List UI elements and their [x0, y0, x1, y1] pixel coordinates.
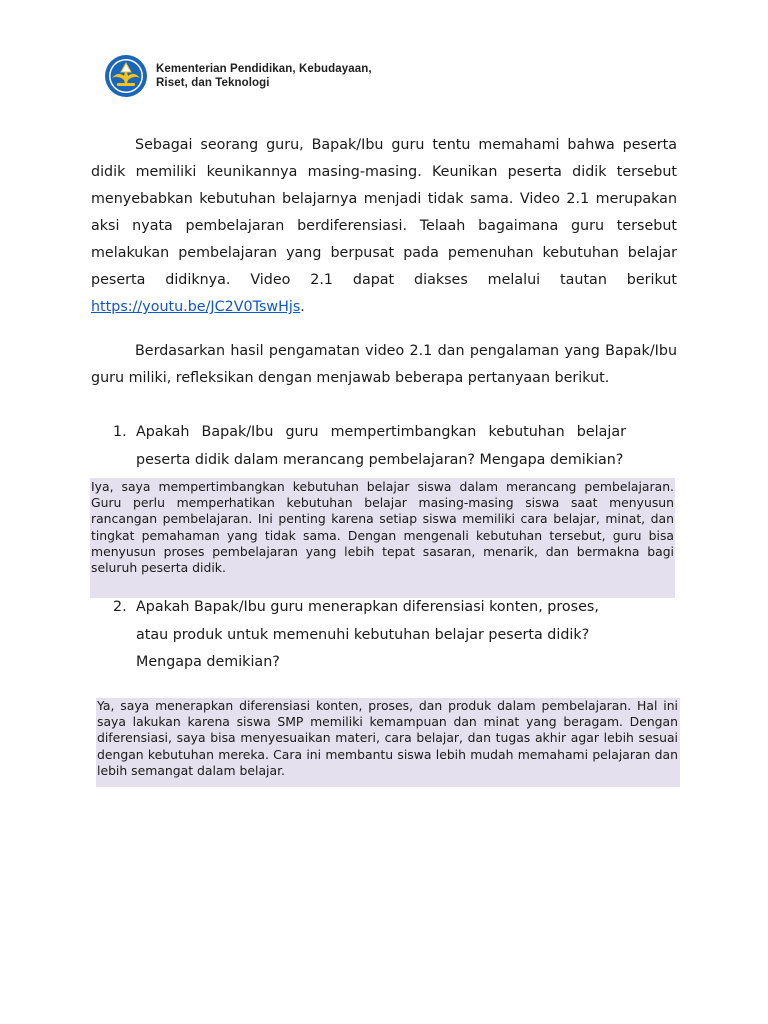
link-suffix: . [300, 299, 305, 315]
answer-text: Iya, saya mempertimbangkan kebutuhan belajar siswa dalam merancang pembelajaran. Guru perlu memperhatikan kebutuhan belajar masing-masing siswa saat menyusun rancangan pembelajaran. Ini penting karena setiap siswa memiliki cara belajar, minat, dan tingkat pemahaman yang tidak sama. Dengan mengenali kebutuhan tersebut, guru bisa menyusun proses pembelajaran yang lebih tepat sasaran, menarik, dan bermakna bagi seluruh peserta didik. [91, 479, 674, 576]
ministry-header [104, 54, 372, 98]
ministry-name-line1: Kementerian Pendidikan, Kebudayaan, [156, 63, 372, 75]
intro-paragraph [91, 132, 677, 321]
video-link[interactable]: https://youtu.be/JC2V0TswHjs [91, 299, 301, 315]
question-text [136, 594, 678, 677]
intro-paragraph-text: Sebagai seorang guru, Bapak/Ibu guru tentu memahami bahwa peserta didik memiliki keunikannya masing-masing. Keunikan peserta didik tersebut menyebabkan kebutuhan belajarnya menjadi tidak sama. Video 2.1 merupakan aksi nyata pembelajaran berdiferensiasi. Telaah bagaimana guru tersebut melakukan pembelajaran yang berpusat pada pemenuhan kebutuhan belajar peserta didiknya. Video 2.1 dapat diakses melalui tautan berikut [91, 137, 677, 288]
question-number: 2. [113, 599, 127, 615]
answer-1-box[interactable] [90, 478, 675, 598]
question-text-line: Apakah Bapak/Ibu guru menerapkan diferensiasi konten, proses, [136, 599, 599, 615]
ministry-name-line2: Riset, dan Teknologi [156, 77, 270, 89]
tut-wuri-handayani-logo-icon [104, 54, 148, 98]
reflection-paragraph [91, 338, 677, 392]
reflection-paragraph-text: Berdasarkan hasil pengamatan video 2.1 dan pengalaman yang Bapak/Ibu guru miliki, refleksikan dengan menjawab beberapa pertanyaan berikut. [91, 343, 677, 386]
question-text-line: Mengapa demikian? [136, 654, 280, 670]
question-2 [113, 594, 678, 677]
question-text-line: atau produk untuk memenuhi kebutuhan belajar peserta didik? [136, 626, 590, 643]
question-1 [113, 419, 678, 474]
answer-text: Ya, saya menerapkan diferensiasi konten, proses, dan produk dalam pembelajaran. Hal ini saya lakukan karena siswa SMP memiliki kemampuan dan minat yang beragam. Dengan diferensiasi, saya bisa menyesuaikan materi, cara belajar, dan tugas akhir agar lebih sesuai dengan kebutuhan mereka. Cara ini membantu siswa lebih mudah memahami pelajaran dan lebih semangat dalam belajar. [97, 698, 678, 778]
question-text: Apakah Bapak/Ibu guru mempertimbangkan kebutuhan belajar peserta didik dalam merancang pembelajaran? Mengapa demikian? [136, 424, 626, 468]
answer-2-box[interactable] [96, 698, 680, 787]
question-number: 1. [113, 424, 127, 440]
ministry-name [156, 62, 372, 90]
